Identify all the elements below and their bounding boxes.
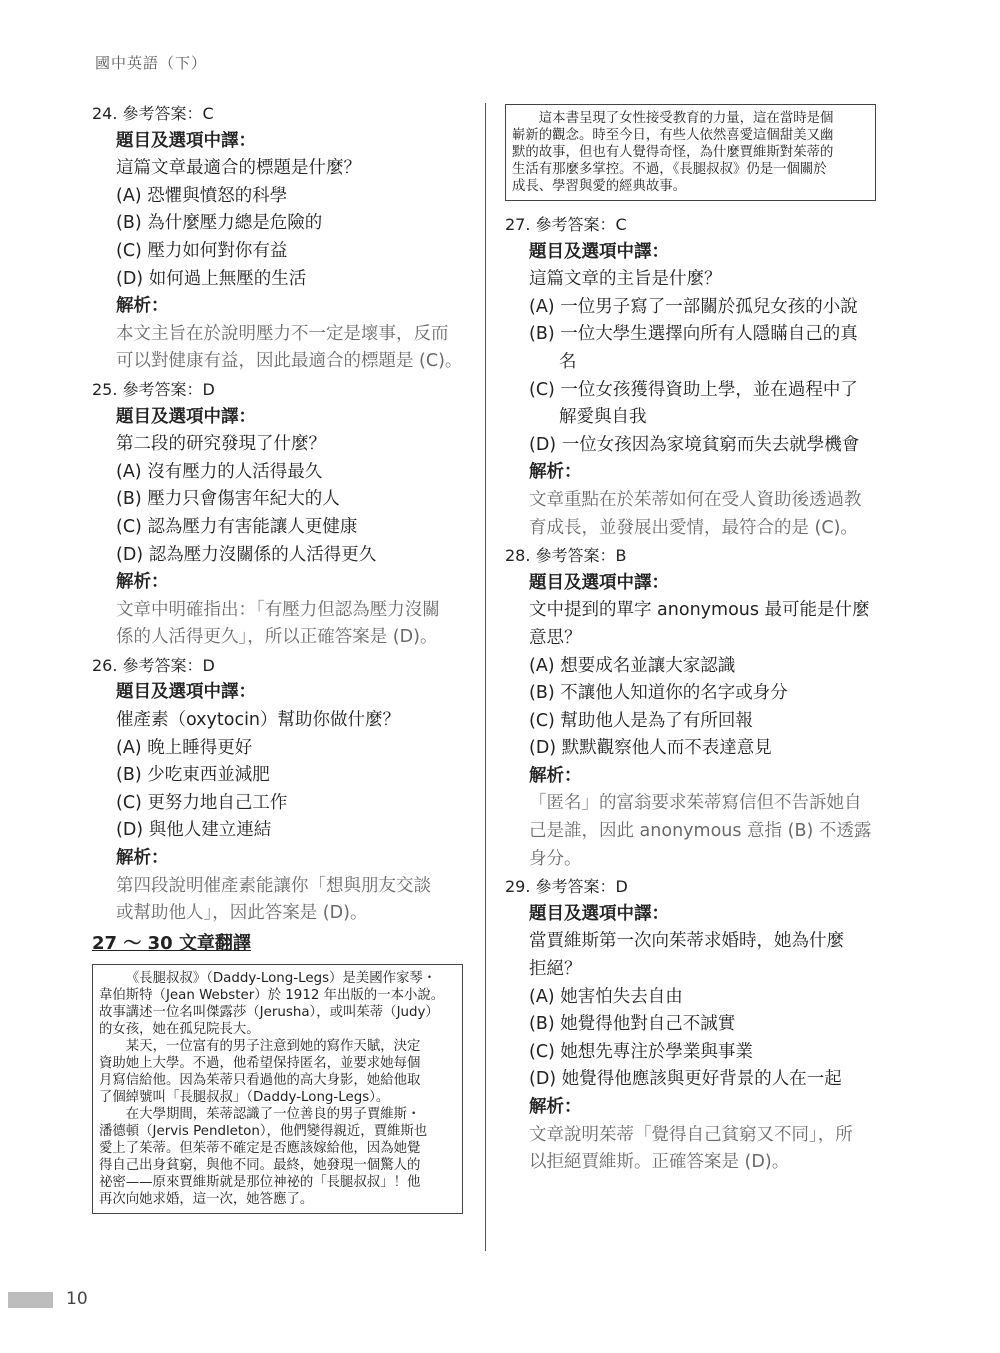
q25-option-c: (C) 認為壓力有害能讓人更健康: [116, 516, 358, 537]
q27-option-a: (A) 一位男子寫了一部關於孤兒女孩的小說: [529, 296, 858, 317]
translation-line: 生活有那麼多掌控。不過，《長腿叔叔》仍是一個關於: [512, 162, 827, 177]
q29-question: 當賈維斯第一次向茱蒂求婚時，她為什麼: [529, 931, 844, 952]
translation-line: 某天，一位富有的男子注意到她的寫作天賦，決定: [125, 1038, 421, 1054]
q28-option-c: (C) 幫助他人是為了有所回報: [529, 710, 753, 731]
q29-answer: 29. 參考答案：D: [505, 877, 628, 897]
q29-analysis-label: 解析：: [529, 1097, 582, 1117]
q29-heading: 題目及選項中譯：: [529, 903, 669, 924]
q24-analysis-line: 本文主旨在於說明壓力不一定是壞事，反而: [116, 323, 449, 344]
q27-option-d: (D) 一位女孩因為家境貧窮而失去就學機會: [529, 434, 860, 455]
translation-line: 愛上了茱蒂。但茱蒂不確定是否應該嫁給他，因為她覺: [99, 1140, 421, 1156]
q27-option-b-cont: 名: [559, 351, 577, 372]
q26-question: 催產素（oxytocin）幫助你做什麼？: [116, 710, 401, 731]
q24-option-b: (B) 為什麼壓力總是危險的: [116, 213, 323, 234]
q24-option-a: (A) 恐懼與憤怒的科學: [116, 185, 288, 206]
q24-analysis-label: 解析：: [116, 296, 169, 317]
q25-option-b: (B) 壓力只會傷害年紀大的人: [116, 489, 340, 510]
footer-bar: [8, 1292, 53, 1308]
right-column: [505, 104, 877, 1177]
q26-option-b: (B) 少吃東西並減肥: [116, 765, 270, 786]
q27-heading: 題目及選項中譯：: [529, 241, 669, 262]
q26-option-c: (C) 更努力地自己工作: [116, 792, 288, 813]
q29-question-cont: 拒絕？: [529, 959, 582, 980]
q26-heading: 題目及選項中譯：: [116, 682, 256, 703]
translation-line: 故事講述一位名叫傑露莎（Jerusha），或叫茱蒂（Judy）: [99, 1004, 439, 1020]
q25-answer: 25. 參考答案：D: [92, 379, 215, 399]
q28-option-d: (D) 默默觀察他人而不表達意見: [529, 738, 772, 759]
translation-line: 得自己出身貧窮，與他不同。最終，她發現一個驚人的: [99, 1157, 421, 1173]
section-title: 27 ～ 30 文章翻譯: [92, 932, 251, 954]
translation-line: 的女孩，她在孤兒院長大。: [99, 1021, 260, 1037]
q24-heading: 題目及選項中譯：: [116, 130, 256, 151]
translation-line: 月寫信給他。因為茱蒂只看過他的高大身影，她給他取: [99, 1072, 421, 1088]
translation-line: 默的故事，但也有人覺得奇怪，為什麼賈維斯對茱蒂的: [512, 145, 834, 160]
q28-question: 文中提到的單字 anonymous 最可能是什麼: [529, 600, 870, 621]
translation-line: 潘德頓（Jervis Pendleton），他們變得親近，賈維斯也: [99, 1123, 428, 1139]
q28-question-cont: 意思？: [529, 627, 582, 648]
q25-question: 第二段的研究發現了什麼？: [116, 434, 326, 455]
q28-option-b: (B) 不讓他人知道你的名字或身分: [529, 683, 788, 704]
translation-line: 再次向她求婚，這一次，她答應了。: [99, 1191, 314, 1207]
q27-option-c: (C) 一位女孩獲得資助上學，並在過程中了: [529, 379, 858, 400]
q24-answer: 24. 參考答案：C: [92, 104, 214, 123]
translation-paragraph: [99, 970, 456, 1038]
q26-analysis-line: 第四段說明催產素能讓你「想與朋友交談: [116, 875, 431, 896]
q25-option-a: (A) 沒有壓力的人活得最久: [116, 461, 323, 482]
translation-box-continued: [505, 104, 876, 201]
translation-line: 了個綽號叫「長腿叔叔」（Daddy-Long-Legs）。: [99, 1089, 390, 1105]
q24-question: 這篇文章最適合的標題是什麼？: [116, 158, 361, 179]
q25-analysis-line: 文章中明確指出：「有壓力但認為壓力沒關: [116, 599, 440, 620]
left-column: [92, 100, 477, 1214]
q27-analysis-line: 文章重點在於茱蒂如何在受人資助後透過教: [529, 489, 862, 510]
q28-analysis-line: 「匿名」的富翁要求茱蒂寫信但不告訴她自: [529, 793, 862, 814]
q29-option-a: (A) 她害怕失去自由: [529, 986, 683, 1007]
q29-option-b: (B) 她覺得他對自己不誠實: [529, 1014, 736, 1035]
column-divider: [485, 103, 486, 1251]
q25-analysis-line: 係的人活得更久」，所以正確答案是 (D)。: [116, 627, 438, 648]
q28-option-a: (A) 想要成名並讓大家認識: [529, 655, 736, 676]
q27-analysis-label: 解析：: [529, 462, 582, 483]
q29-option-d: (D) 她覺得他應該與更好背景的人在一起: [529, 1069, 842, 1090]
translation-line: 《長腿叔叔》（Daddy-Long-Legs）是美國作家琴・: [125, 970, 437, 986]
q28-answer: 28. 參考答案：B: [505, 546, 627, 566]
q29-analysis-line: 文章說明茱蒂「覺得自己貧窮又不同」，所: [529, 1124, 853, 1145]
translation-paragraph: [99, 1038, 456, 1106]
translation-box: [92, 964, 463, 1214]
translation-paragraph: [512, 110, 869, 195]
q27-answer: 27. 參考答案：C: [505, 215, 627, 234]
q26-analysis-line: 或幫助他人」，因此答案是 (D)。: [116, 903, 368, 924]
translation-line: 成長、學習與愛的經典故事。: [512, 179, 687, 194]
q28-analysis-line: 己是誰，因此 anonymous 意指 (B) 不透露: [529, 821, 872, 842]
translation-line: 嶄新的觀念。時至今日，有些人依然喜愛這個甜美又幽: [512, 128, 834, 143]
page-number: 10: [66, 1289, 88, 1309]
q28-analysis-line: 身分。: [529, 848, 582, 869]
q27-option-b: (B) 一位大學生選擇向所有人隱瞞自己的真: [529, 324, 858, 345]
q26-analysis-label: 解析：: [116, 848, 169, 869]
q24-option-c: (C) 壓力如何對你有益: [116, 240, 288, 261]
q29-option-c: (C) 她想先專注於學業與事業: [529, 1041, 753, 1062]
q26-option-d: (D) 與他人建立連結: [116, 820, 272, 841]
q24-option-d: (D) 如何過上無壓的生活: [116, 268, 307, 289]
translation-line: 在大學期間，茱蒂認識了一位善良的男子賈維斯・: [125, 1106, 421, 1122]
q25-heading: 題目及選項中譯：: [116, 406, 256, 427]
translation-line: 韋伯斯特（Jean Webster）於 1912 年出版的一本小說。: [99, 987, 445, 1003]
q29-analysis-line: 以拒絕賈維斯。正確答案是 (D)。: [529, 1152, 790, 1173]
q26-option-a: (A) 晚上睡得更好: [116, 737, 253, 758]
translation-line: 資助她上大學。不過，他希望保持匿名，並要求她每個: [99, 1055, 421, 1071]
q26-answer: 26. 參考答案：D: [92, 655, 215, 675]
q28-heading: 題目及選項中譯：: [529, 572, 669, 593]
q27-option-c-cont: 解愛與自我: [559, 407, 647, 428]
q28-analysis-label: 解析：: [529, 765, 582, 786]
running-header: 國中英語（下）: [95, 54, 208, 72]
q25-analysis-label: 解析：: [116, 572, 169, 593]
q25-option-d: (D) 認為壓力沒關係的人活得更久: [116, 544, 377, 565]
q24-analysis-line: 可以對健康有益，因此最適合的標題是 (C)。: [116, 351, 463, 372]
translation-line: 這本書呈現了女性接受教育的力量，這在當時是個: [538, 111, 834, 126]
translation-paragraph: [99, 1106, 456, 1208]
translation-line: 祕密——原來賈維斯就是那位神祕的「長腿叔叔」！他: [99, 1174, 421, 1190]
q27-analysis-line: 育成長，並發展出愛情，最符合的是 (C)。: [529, 517, 858, 538]
q27-question: 這篇文章的主旨是什麼？: [529, 269, 722, 290]
